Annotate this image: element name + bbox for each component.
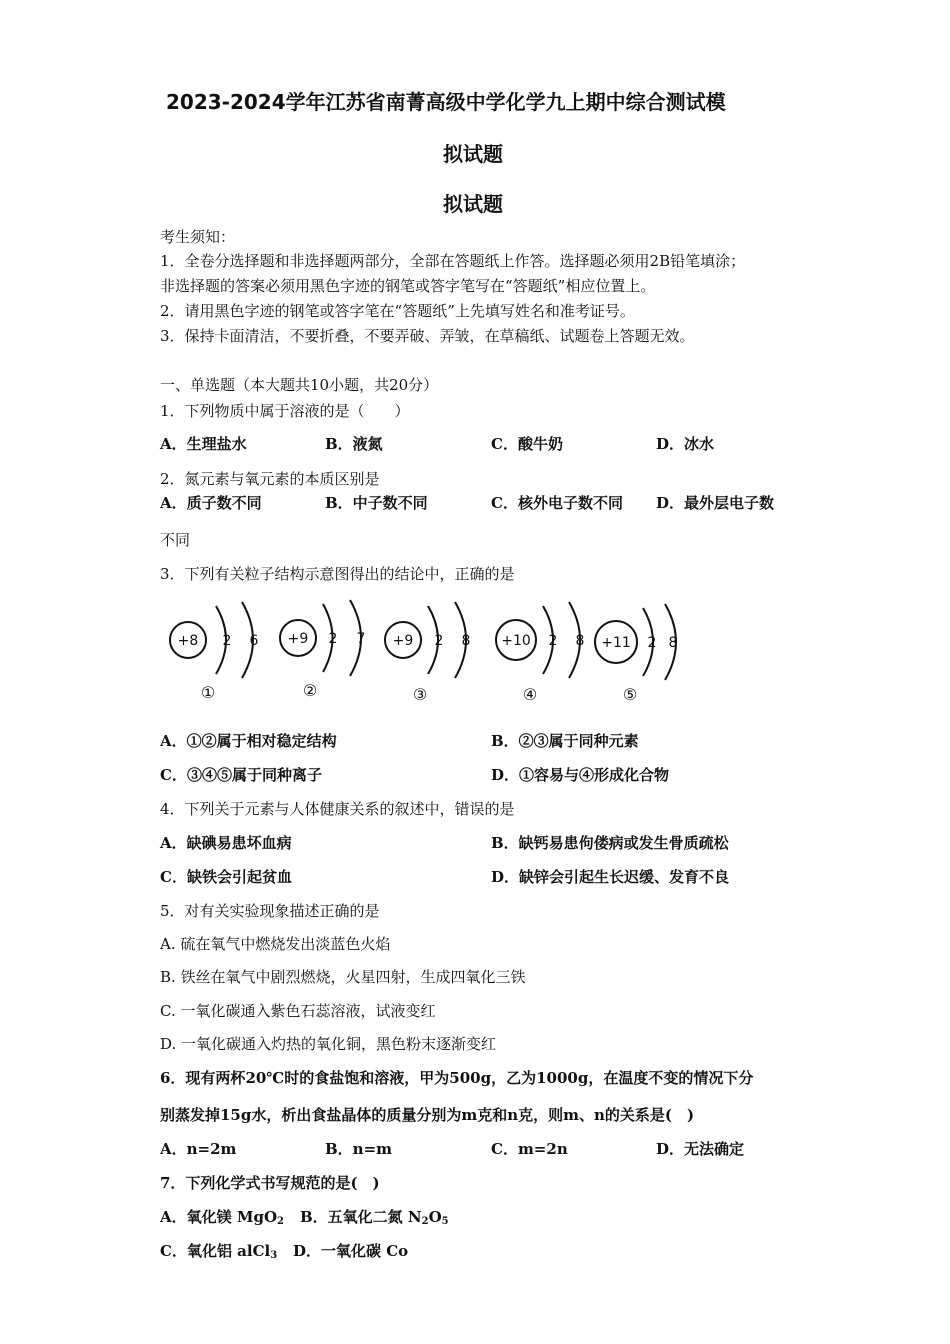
atom-3-nucleus: +9 xyxy=(392,633,414,649)
question-5-stem: 5．对有关实验现象描述正确的是 xyxy=(160,902,380,920)
notice-item-1-cont: 非选择题的答案必须用黑色字迹的钢笔或答字笔写在“答题纸”相应位置上。 xyxy=(160,277,656,295)
q2-option-d-cont: 不同 xyxy=(160,531,191,549)
q2-option-d: D．最外层电子数 xyxy=(656,494,775,512)
q4-option-b: B．缺钙易患佝偻病或发生骨质疏松 xyxy=(491,834,729,852)
atom-5-shell-2-count: 8 xyxy=(668,635,678,651)
atom-3-shell-2-count: 8 xyxy=(461,633,471,649)
atom-5-nucleus: +11 xyxy=(601,635,631,651)
notice-item-2: 2．请用黑色字迹的钢笔或答字笔在“答题纸”上先填写姓名和准考证号。 xyxy=(160,302,635,320)
q2-option-a: A．质子数不同 xyxy=(160,494,262,512)
q7-option-c-text: C．氧化铝 alCl xyxy=(160,1242,271,1260)
q3-option-d: D．①容易与④形成化合物 xyxy=(491,766,670,784)
atom-4-shell-2-count: 8 xyxy=(575,633,585,649)
q6-option-b: B．n=m xyxy=(325,1140,393,1158)
atom-4-shell-1-count: 2 xyxy=(548,633,558,649)
question-6-stem-cont: 别蒸发掉15g水，析出食盐晶体的质量分别为m克和n克，则m、n的关系是( ) xyxy=(160,1106,695,1124)
question-1-stem: 1．下列物质中属于溶液的是（ ） xyxy=(160,402,410,420)
atom-2-shell-2-count: 7 xyxy=(356,631,366,647)
q5-option-a: A. 硫在氧气中燃烧发出淡蓝色火焰 xyxy=(160,935,391,953)
atom-5-shell-1-count: 2 xyxy=(647,635,657,651)
q3-option-a: A．①②属于相对稳定结构 xyxy=(160,732,337,750)
q7-option-d: D．一氧化碳 Co xyxy=(293,1242,409,1260)
q4-option-a: A．缺碘易患坏血病 xyxy=(160,834,292,852)
q7-option-c xyxy=(160,1241,277,1261)
q5-option-d: D. 一氧化碳通入灼热的氧化铜，黑色粉末逐渐变红 xyxy=(160,1035,497,1053)
q3-option-c: C．③④⑤属于同种离子 xyxy=(160,766,322,784)
q7-option-b xyxy=(300,1207,449,1227)
q4-option-c: C．缺铁会引起贫血 xyxy=(160,868,292,886)
notice-item-3: 3．保持卡面清洁，不要折叠，不要弄破、弄皱，在草稿纸、试题卷上答题无效。 xyxy=(160,327,695,345)
atom-3-shell-1-count: 2 xyxy=(434,633,444,649)
q7-option-b-sub-1: 2 xyxy=(421,1216,429,1227)
question-2-stem: 2．氮元素与氧元素的本质区别是 xyxy=(160,470,380,488)
q7-option-b-sub-2: 5 xyxy=(441,1216,449,1227)
atom-2-label: ② xyxy=(302,681,318,700)
q2-option-c: C．核外电子数不同 xyxy=(491,494,623,512)
atom-2-shell-1-count: 2 xyxy=(328,631,338,647)
q7-option-b-mid: O xyxy=(428,1208,442,1226)
question-4-stem: 4．下列关于元素与人体健康关系的叙述中，错误的是 xyxy=(160,800,515,818)
q5-option-b: B. 铁丝在氧气中剧烈燃烧，火星四射，生成四氧化三铁 xyxy=(160,968,526,986)
atom-5-label: ⑤ xyxy=(622,685,638,704)
atom-3-label: ③ xyxy=(412,685,428,704)
q6-option-c: C．m=2n xyxy=(491,1140,568,1158)
atom-structure-figure xyxy=(160,598,700,708)
notice-item-1: 1．全卷分选择题和非选择题两部分，全部在答题纸上作答。选择题必须用2B铅笔填涂； xyxy=(160,252,746,270)
page-title: 2023-2024学年江苏省南菁高级中学化学九上期中综合测试模 xyxy=(166,90,726,114)
q7-option-c-sub: 3 xyxy=(270,1250,278,1261)
atom-1-shell-2-count: 6 xyxy=(249,633,259,649)
atom-1-shell-1-count: 2 xyxy=(222,633,232,649)
page-title-cont: 拟试题 xyxy=(443,142,503,166)
q6-option-d: D．无法确定 xyxy=(656,1140,745,1158)
page-subtitle: 拟试题 xyxy=(443,192,503,216)
q7-option-b-text: B．五氧化二氮 N xyxy=(300,1208,422,1226)
q3-option-b: B．②③属于同种元素 xyxy=(491,732,639,750)
atom-1-label: ① xyxy=(200,683,216,702)
q7-option-a xyxy=(160,1207,284,1227)
q1-option-a: A．生理盐水 xyxy=(160,435,247,453)
question-6-stem: 6．现有两杯20℃时的食盐饱和溶液，甲为500g，乙为1000g，在温度不变的情况下分 xyxy=(160,1069,754,1087)
q2-option-b: B．中子数不同 xyxy=(325,494,428,512)
atom-1-nucleus: +8 xyxy=(177,633,199,649)
atom-2-nucleus: +9 xyxy=(287,631,309,647)
notice-heading: 考生须知： xyxy=(160,228,236,246)
atom-4-nucleus: +10 xyxy=(501,633,531,649)
q1-option-d: D．冰水 xyxy=(656,435,715,453)
question-7-stem: 7．下列化学式书写规范的是( ) xyxy=(160,1174,380,1192)
q7-option-a-text: A．氧化镁 MgO xyxy=(160,1208,278,1226)
q1-option-c: C．酸牛奶 xyxy=(491,435,563,453)
q4-option-d: D．缺锌会引起生长迟缓、发育不良 xyxy=(491,868,730,886)
atom-4-label: ④ xyxy=(522,685,538,704)
q6-option-a: A．n=2m xyxy=(160,1140,237,1158)
question-3-stem: 3．下列有关粒子结构示意图得出的结论中，正确的是 xyxy=(160,565,515,583)
q1-option-b: B．液氮 xyxy=(325,435,383,453)
q7-option-a-sub: 2 xyxy=(277,1216,284,1227)
section-heading: 一、单选题（本大题共10小题，共20分） xyxy=(160,376,439,394)
q5-option-c: C. 一氧化碳通入紫色石蕊溶液，试液变红 xyxy=(160,1002,436,1020)
